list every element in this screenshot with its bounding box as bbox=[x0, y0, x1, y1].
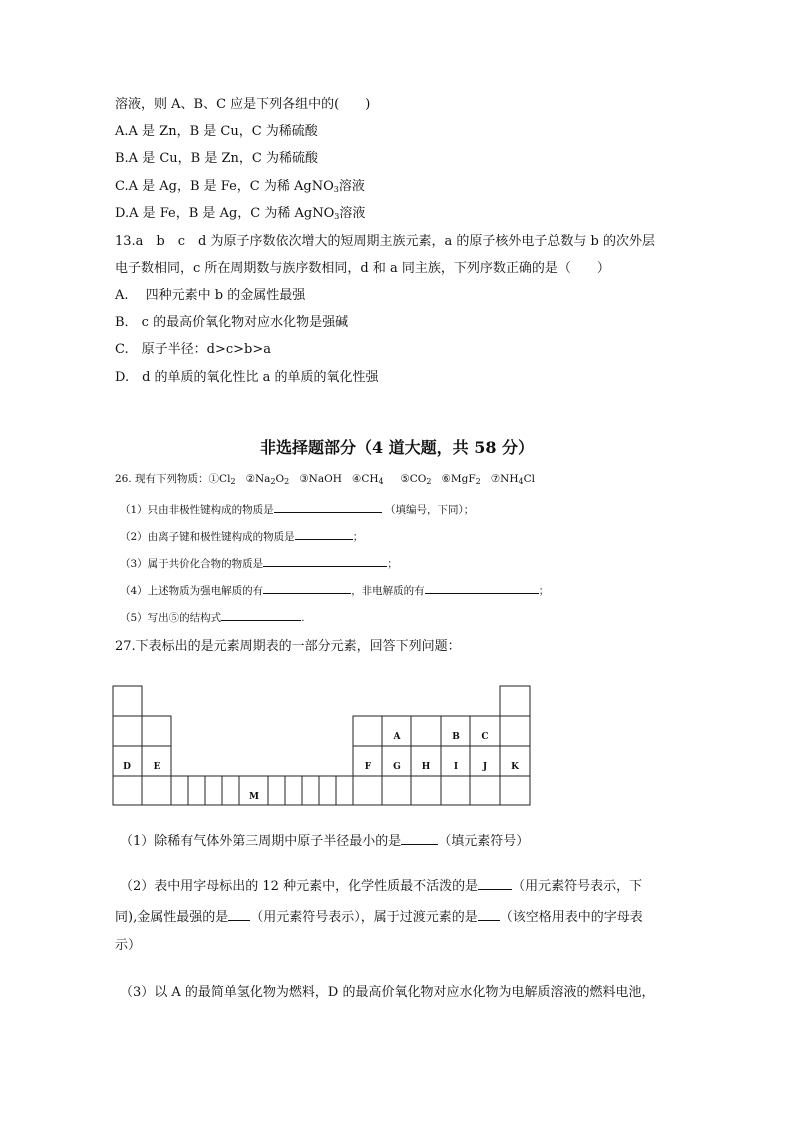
q26-stem-prefix: 26. 现有下列物质： bbox=[115, 473, 209, 485]
cell-r2-g15 bbox=[411, 716, 441, 746]
element-label-a: A bbox=[393, 732, 401, 742]
element-label-k: K bbox=[511, 762, 519, 772]
element-label-d: D bbox=[123, 762, 131, 772]
q26-sub1-label: （1）只由非极性键构成的物质是 bbox=[120, 504, 274, 516]
option-text: A.A 是 Zn，B 是 Cu，C 为稀硫酸 bbox=[115, 124, 318, 139]
q27-sub2-line1 bbox=[120, 877, 642, 895]
q12-stem-continuation: 溶液，则 A、B、C 应是下列各组中的( ) bbox=[115, 97, 371, 112]
q26-sub4-after: ； bbox=[538, 585, 550, 597]
q13-stem-line1: 13.a b c d 为原子序数依次增大的短周期主族元素，a 的原子核外电子总数与 b 的次外层 bbox=[115, 234, 655, 249]
q26-sub1-after: （填编号，下同）； bbox=[385, 504, 475, 516]
row4-outline bbox=[113, 776, 530, 805]
option-text: C.A 是 Ag，B 是 Fe，C 为稀 AgNO bbox=[115, 179, 334, 194]
substance-6: ⑥MgF$_2$ bbox=[441, 473, 481, 486]
q27-sub2-line2-before: 同),金属性最强的是 bbox=[115, 910, 229, 925]
q27-sub2-after: （用元素符号表示，下 bbox=[512, 879, 643, 894]
element-label-i: I bbox=[453, 762, 459, 772]
q13-option-c: C. 原子半径：d>c>b>a bbox=[115, 342, 271, 357]
q13-stem-line2: 电子数相同，c 所在周期数与族序数相同，d 和 a 同主族，下列序数正确的是（ ） bbox=[115, 261, 610, 276]
element-label-m: M bbox=[249, 792, 259, 802]
q13-option-b: B． c 的最高价氧化物对应水化物是强碱 bbox=[115, 315, 349, 330]
section-heading: 非选择题部分（4 道大题，共 58 分） bbox=[259, 438, 535, 457]
row4-dividers bbox=[142, 776, 500, 805]
element-label-f: F bbox=[364, 762, 372, 772]
cell-r1-g1 bbox=[113, 686, 142, 716]
q27-stem: 27.下表标出的是元素周期表的一部分元素，回答下列问题： bbox=[115, 639, 461, 654]
q26-sub3-after: ； bbox=[387, 558, 398, 570]
q26-sub2-after: ； bbox=[352, 531, 364, 543]
q27-sub2-line2 bbox=[115, 908, 643, 926]
substance-1: $①Cl_2$ bbox=[208, 473, 236, 486]
q26-sub4-mid: ，非电解质的有 bbox=[351, 585, 425, 597]
q27-sub1 bbox=[120, 832, 529, 850]
option-text: D.A 是 Fe，B 是 Ag，C 为稀 AgNO bbox=[115, 206, 335, 221]
q13-option-d: D. d 的单质的氧化性比 a 的单质的氧化性强 bbox=[115, 370, 379, 385]
cell-r2-g18 bbox=[500, 716, 530, 746]
q27-sub1-blank[interactable] bbox=[401, 832, 438, 845]
q13-option-a: A. 四种元素中 b 的金属性最强 bbox=[115, 288, 306, 303]
q27-sub1-after: （填元素符号） bbox=[438, 834, 530, 849]
option-suffix: 溶液 bbox=[338, 179, 365, 194]
cell-r2-g1 bbox=[113, 716, 142, 746]
q26-sub2-label: （2）由离子键和极性键构成的物质是 bbox=[120, 531, 295, 543]
q27-sub2-blank2[interactable] bbox=[228, 908, 250, 921]
subscript: 3 bbox=[333, 185, 339, 194]
element-label-c: C bbox=[481, 732, 489, 742]
substance-7: $⑦NH_4Cl$ bbox=[490, 473, 536, 486]
cell-r2-g2 bbox=[142, 716, 171, 746]
q26-sub4-label: （4）上述物质为强电解质的有 bbox=[120, 585, 264, 597]
q27-sub2-line3: 示） bbox=[115, 938, 142, 953]
element-label-e: E bbox=[153, 762, 161, 772]
cell-r2-g13 bbox=[353, 716, 382, 746]
substance-5: $⑤CO_2$ bbox=[400, 473, 432, 486]
q27-sub2-line2-after: （该空格用表中的字母表 bbox=[499, 910, 643, 925]
q26-sub5-after: . bbox=[301, 612, 305, 624]
q27-sub1-before: （1）除稀有气体外第三周期中原子半径最小的是 bbox=[120, 834, 402, 849]
q27-sub3: （3）以 A 的最简单氢化物为燃料，D 的最高价氧化物对应水化物为电解质溶液的燃料电池， bbox=[120, 985, 655, 1000]
element-label-b: B bbox=[452, 732, 460, 742]
table-grid bbox=[113, 686, 530, 805]
cell-r1-g18 bbox=[500, 686, 530, 716]
q27-sub2-blank1[interactable] bbox=[478, 877, 512, 890]
q27-sub2-blank3[interactable] bbox=[478, 908, 500, 921]
substance-2: $②Na_2O_2$ bbox=[245, 473, 290, 486]
q27-sub2-line2-mid: （用元素符号表示），属于过渡元素的是 bbox=[250, 910, 478, 925]
substance-3: ③NaOH bbox=[299, 473, 342, 485]
element-label-h: H bbox=[421, 762, 431, 772]
substance-4: $④CH_4$ bbox=[351, 473, 384, 486]
option-suffix: 溶液 bbox=[339, 206, 366, 221]
q27-sub2-before: （2）表中用字母标出的 12 种元素中，化学性质最不活泼的是 bbox=[120, 879, 479, 894]
q26-sub5-label: （5）写出⑤的结构式 bbox=[120, 612, 222, 624]
element-label-j: J bbox=[482, 762, 488, 772]
option-text: B.A 是 Cu，B 是 Zn，C 为稀硫酸 bbox=[115, 151, 318, 166]
q26-sub3-label: （3）属于共价化合物的物质是 bbox=[120, 558, 264, 570]
element-label-g: G bbox=[393, 762, 401, 772]
subscript: 3 bbox=[334, 212, 340, 221]
